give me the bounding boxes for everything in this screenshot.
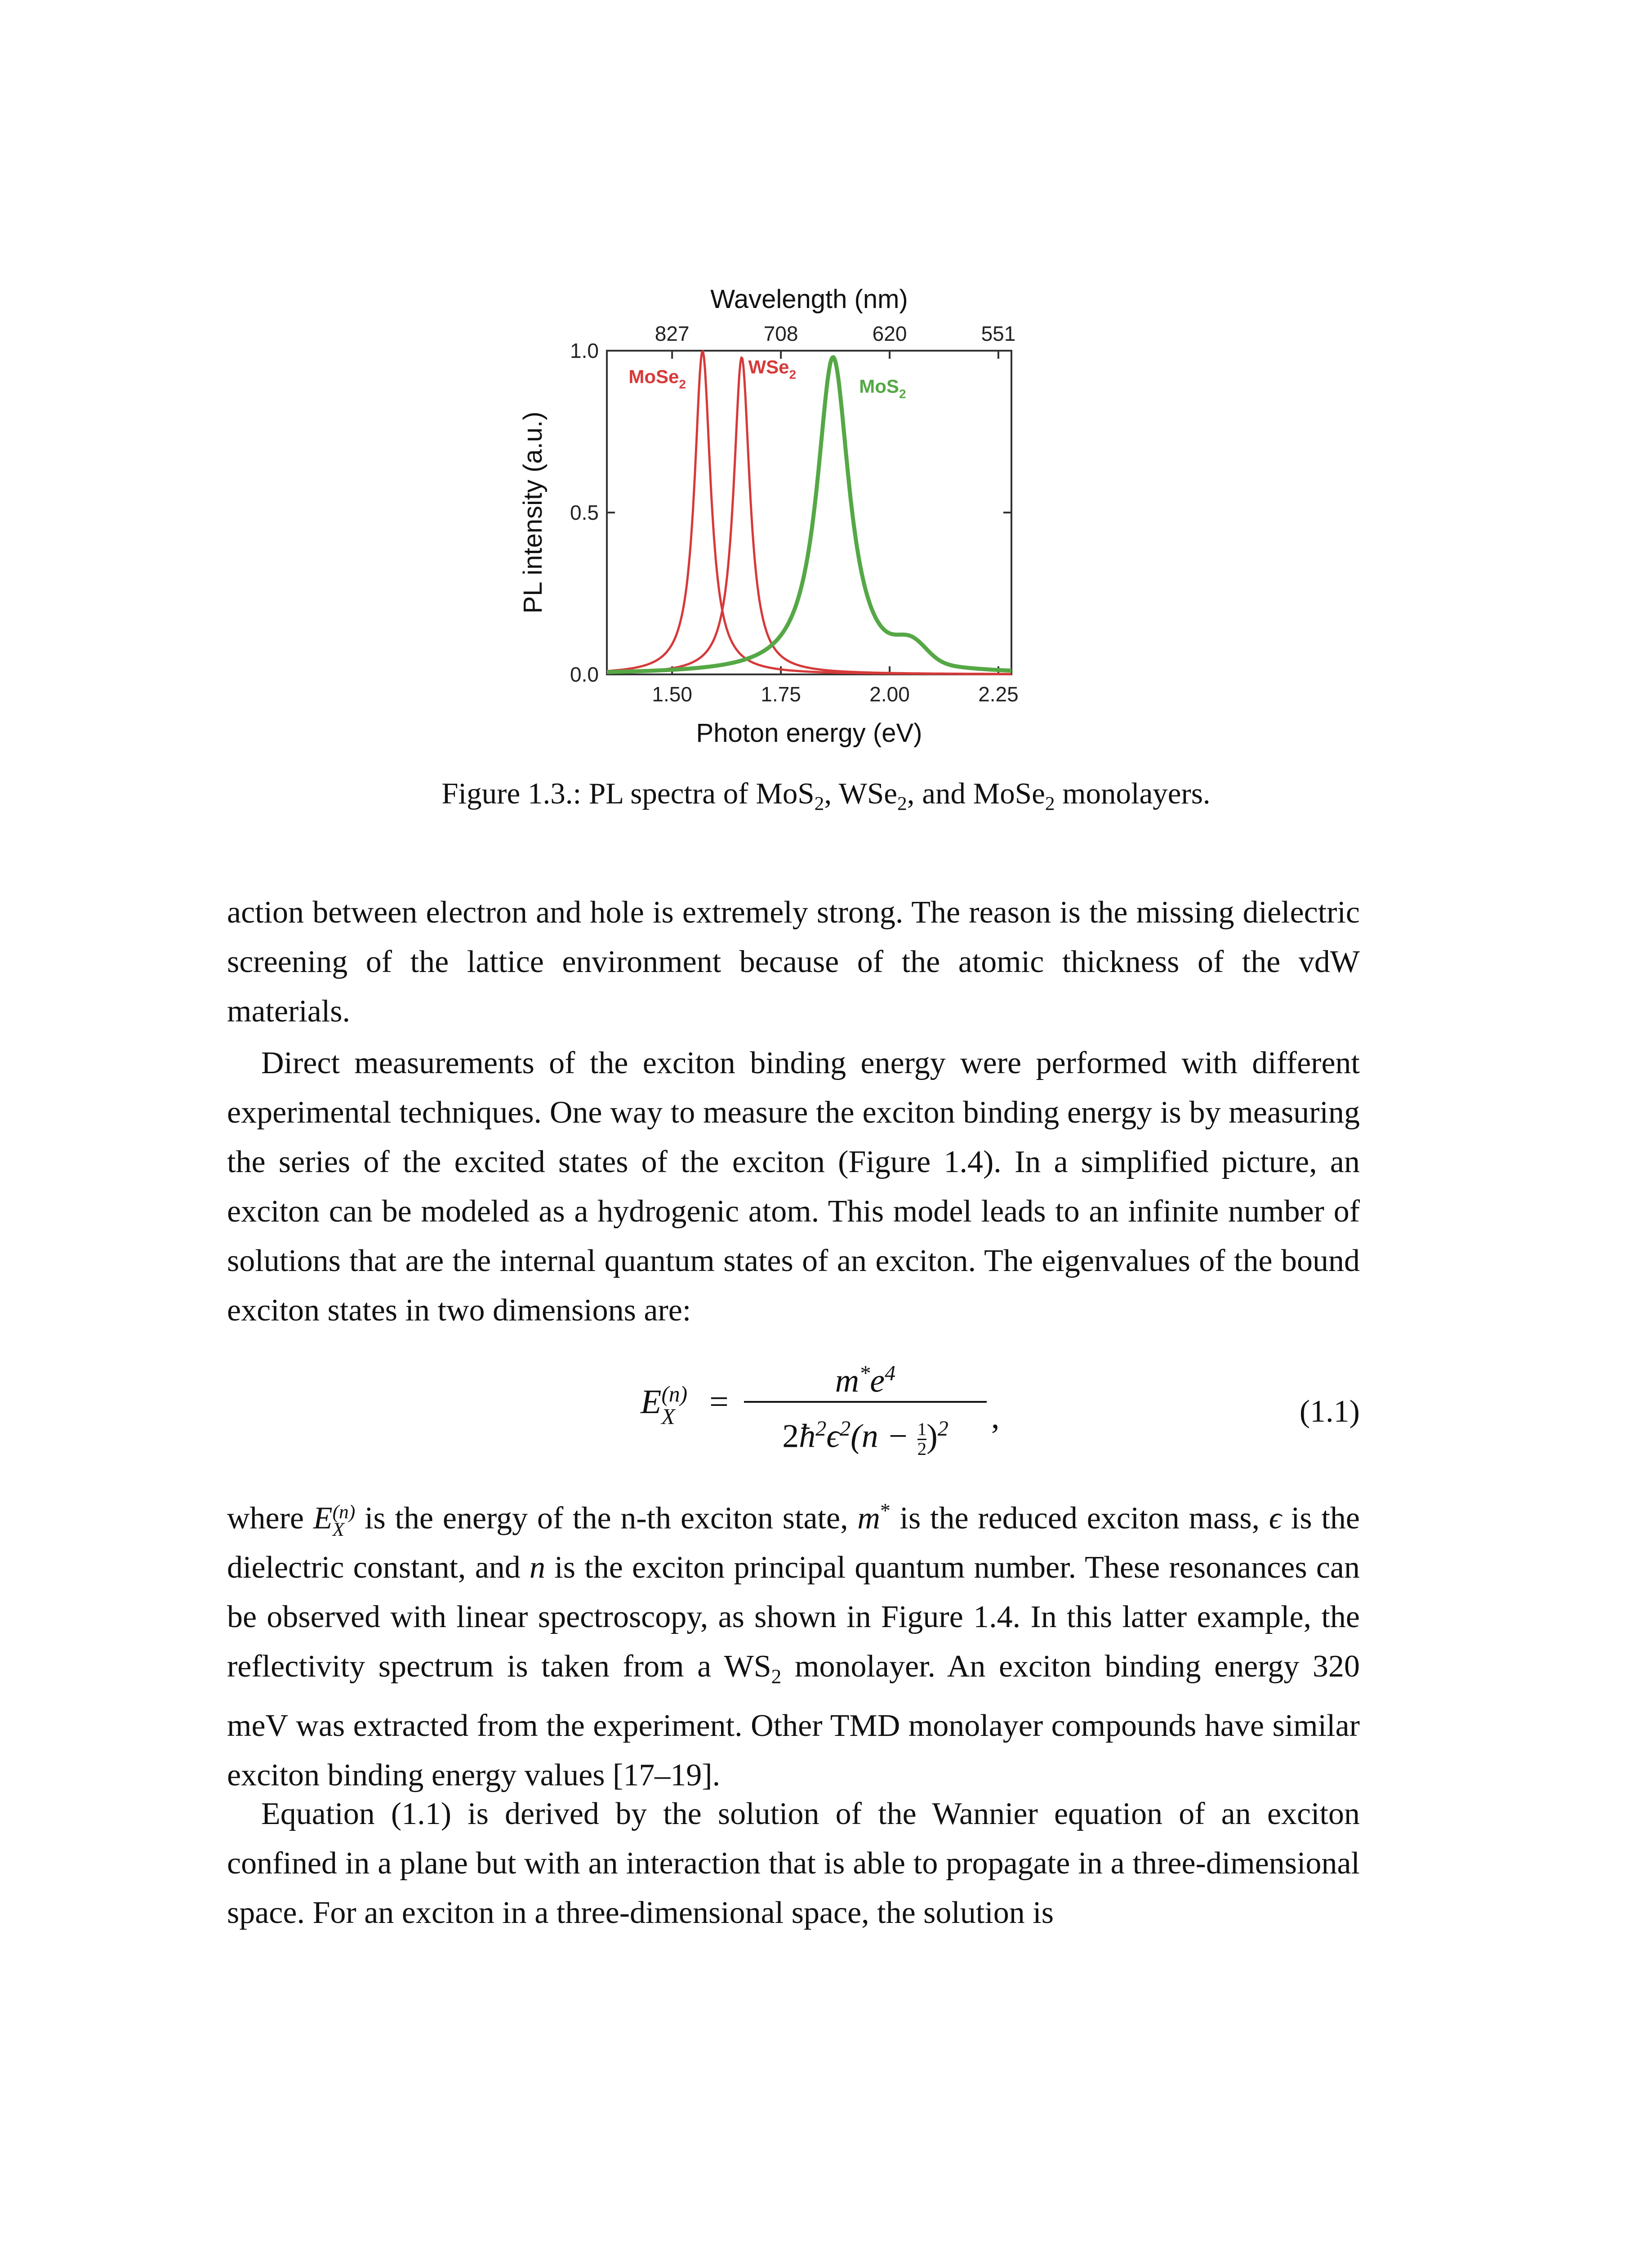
y-tick-label: 0.5 bbox=[570, 501, 599, 524]
series-label-mose2 bbox=[628, 366, 686, 391]
inline-sub: 2 bbox=[771, 1665, 782, 1688]
equation-fraction bbox=[744, 1349, 987, 1459]
caption-text: , WSe bbox=[824, 777, 897, 810]
equation-1-1 bbox=[227, 1344, 1360, 1493]
eq-half-num: 1 bbox=[917, 1419, 927, 1440]
caption-text: , and MoSe bbox=[907, 777, 1045, 810]
eq-star: * bbox=[859, 1361, 870, 1385]
eq-paren: ) bbox=[926, 1418, 938, 1455]
eq-e: e bbox=[870, 1362, 885, 1400]
eq-equals: = bbox=[709, 1383, 729, 1421]
x-axis-label: Photon energy (eV) bbox=[696, 718, 922, 748]
x-tick-label: 1.75 bbox=[761, 682, 801, 706]
eq-sup-n: (n) bbox=[661, 1382, 688, 1407]
equation-number: (1.1) bbox=[1299, 1394, 1360, 1429]
figure-caption bbox=[227, 773, 1425, 824]
eq-pow: 2 bbox=[840, 1417, 851, 1441]
y-tick-label: 0.0 bbox=[570, 663, 599, 686]
eq-paren: (n − bbox=[850, 1418, 917, 1455]
equation-denominator bbox=[744, 1406, 987, 1459]
series-label-main: WSe bbox=[748, 356, 789, 378]
inline-sup: (n) bbox=[332, 1501, 356, 1523]
series-line-mose2 bbox=[607, 351, 1011, 674]
top-tick-label: 827 bbox=[655, 322, 690, 345]
inline-sup: * bbox=[880, 1499, 891, 1522]
x-tick-label: 1.50 bbox=[652, 682, 692, 706]
y-tick-label: 1.0 bbox=[570, 339, 599, 362]
inline-symbol-m: m bbox=[857, 1501, 880, 1536]
eq-two: 2 bbox=[782, 1418, 799, 1455]
x-tick-label: 2.25 bbox=[978, 682, 1019, 706]
series-label-wse2 bbox=[748, 356, 797, 381]
inline-symbol-eps: ϵ bbox=[1269, 1501, 1282, 1536]
eq-eps: ϵ bbox=[826, 1418, 840, 1455]
text-run: monolayer. An exciton binding energy 320 meV was extracted from the experiment. Other TMD monolayer compounds have similar exciton binding energy values [17–19]. bbox=[227, 1649, 1360, 1793]
series-label-main: MoSe bbox=[628, 366, 679, 387]
equation-fraction-bar bbox=[744, 1401, 987, 1403]
text-run: is the exciton principal quantum number. These resonances can be observed with linear spectroscopy, as shown in Figure 1.4. In this latter example, the reflectivity spectrum is taken from a WS bbox=[227, 1550, 1360, 1684]
caption-text: Figure 1.3.: PL spectra of MoS bbox=[441, 777, 815, 810]
paragraph-1: action between electron and hole is extremely strong. The reason is the missing dielectric screening of the lattice environment because of the atomic thickness of the vdW materials. bbox=[227, 895, 1360, 1029]
paragraph-2: Direct measurements of the exciton binding energy were performed with different experimental techniques. One way to measure the exciton binding energy is by measuring the series of the excited states of the exciton (Figure 1.4). In a simplified picture, an exciton can be modeled as a hydrogenic atom. This model leads to an infinite number of solutions that are the internal quantum states of an exciton. The eigenvalues of the bound exciton states in two dimensions are: bbox=[227, 1046, 1360, 1328]
eq-pow: 4 bbox=[885, 1361, 896, 1385]
inline-symbol-E: E bbox=[313, 1501, 333, 1536]
text-run: is the reduced exciton mass, bbox=[890, 1501, 1269, 1536]
eq-sub-X: X bbox=[661, 1404, 675, 1429]
inline-sub: X bbox=[332, 1519, 345, 1541]
top-tick-label: 551 bbox=[981, 322, 1016, 345]
eq-symbol-E: E bbox=[641, 1383, 662, 1421]
top-tick-label: 708 bbox=[763, 322, 798, 345]
figure-pl-spectra bbox=[494, 261, 1070, 764]
series-line-mos2 bbox=[607, 357, 1011, 672]
x-tick-label: 2.00 bbox=[869, 682, 910, 706]
series-label-sub: 2 bbox=[789, 367, 797, 382]
eq-half-den: 2 bbox=[917, 1439, 927, 1459]
eq-pow: 2 bbox=[815, 1417, 827, 1441]
series-line-wse2 bbox=[607, 357, 1011, 674]
caption-sub: 2 bbox=[1045, 793, 1055, 815]
caption-text: monolayers. bbox=[1055, 777, 1211, 810]
paragraph-4: Equation (1.1) is derived by the solution of the Wannier equation of an exciton confined in a plane but with an interaction that is able to propagate in a three-dimensional space. For an exciton in a three-dimensional space, the solution is bbox=[227, 1797, 1360, 1930]
y-axis-label: PL intensity (a.u.) bbox=[518, 411, 548, 614]
caption-sub: 2 bbox=[814, 793, 824, 815]
text-run: where bbox=[227, 1501, 313, 1536]
pl-spectra-chart bbox=[494, 261, 1070, 764]
series-label-main: MoS bbox=[859, 375, 899, 397]
text-run: is the dielectric constant, and bbox=[227, 1501, 1360, 1585]
eq-pow: 2 bbox=[937, 1417, 948, 1441]
eq-half bbox=[917, 1420, 926, 1458]
series-label-sub: 2 bbox=[899, 387, 906, 401]
eq-hbar: ħ bbox=[799, 1418, 816, 1455]
top-tick-label: 620 bbox=[872, 322, 907, 345]
series-label-sub: 2 bbox=[679, 377, 686, 391]
equation-comma: , bbox=[991, 1399, 1000, 1436]
caption-sub: 2 bbox=[897, 793, 907, 815]
top-axis-label: Wavelength (nm) bbox=[710, 285, 908, 314]
inline-symbol-n: n bbox=[530, 1550, 546, 1585]
text-run: is the energy of the n-th exciton state, bbox=[355, 1501, 858, 1536]
equation-lhs bbox=[641, 1383, 729, 1427]
plot-frame bbox=[607, 351, 1011, 674]
equation-numerator bbox=[744, 1349, 987, 1398]
eq-m: m bbox=[835, 1362, 859, 1400]
series-label-mos2 bbox=[859, 376, 906, 401]
paragraph-3 bbox=[227, 1486, 1360, 1800]
